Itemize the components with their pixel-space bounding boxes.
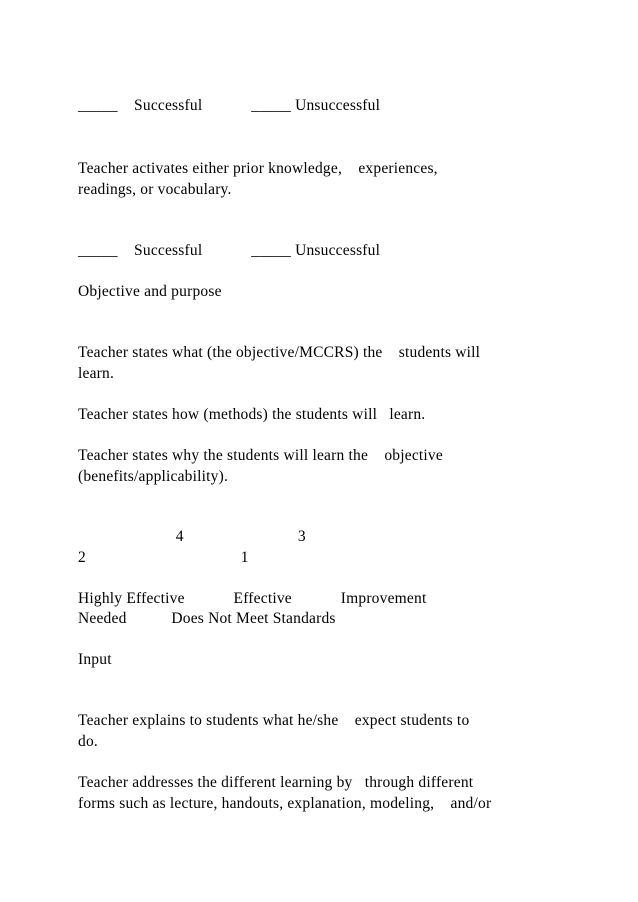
criterion-states-what: Teacher states what (the objective/MCCRS) the students will xyxy=(78,344,481,361)
section-heading-input: Input xyxy=(78,651,112,668)
criterion-states-what-cont: learn. xyxy=(78,365,115,382)
criterion-states-why: Teacher states why the students will learn the objective xyxy=(78,447,443,464)
rating-line-1: _____ Successful _____ Unsuccessful xyxy=(78,97,381,114)
criterion-explains-cont: do. xyxy=(78,733,98,750)
section-heading-objective: Objective and purpose xyxy=(78,283,222,300)
rating-labels-row-2: Needed Does Not Meet Standards xyxy=(78,610,336,627)
criterion-states-how: Teacher states how (methods) the students will learn. xyxy=(78,406,426,423)
criterion-addresses: Teacher addresses the different learning by through different xyxy=(78,774,474,791)
criterion-prior-knowledge-cont: readings, or vocabulary. xyxy=(78,181,232,198)
criterion-addresses-cont: forms such as lecture, handouts, explanation, modeling, and/or xyxy=(78,795,492,812)
rating-labels-row-1: Highly Effective Effective Improvement xyxy=(78,590,427,607)
criterion-prior-knowledge: Teacher activates either prior knowledge, experiences, xyxy=(78,160,438,177)
rating-line-2: _____ Successful _____ Unsuccessful xyxy=(78,242,381,259)
score-scale-row-1: 4 3 xyxy=(78,528,306,545)
criterion-explains: Teacher explains to students what he/she expect students to xyxy=(78,712,470,729)
score-scale-row-2: 2 1 xyxy=(78,549,249,566)
criterion-states-why-cont: (benefits/applicability). xyxy=(78,468,229,485)
